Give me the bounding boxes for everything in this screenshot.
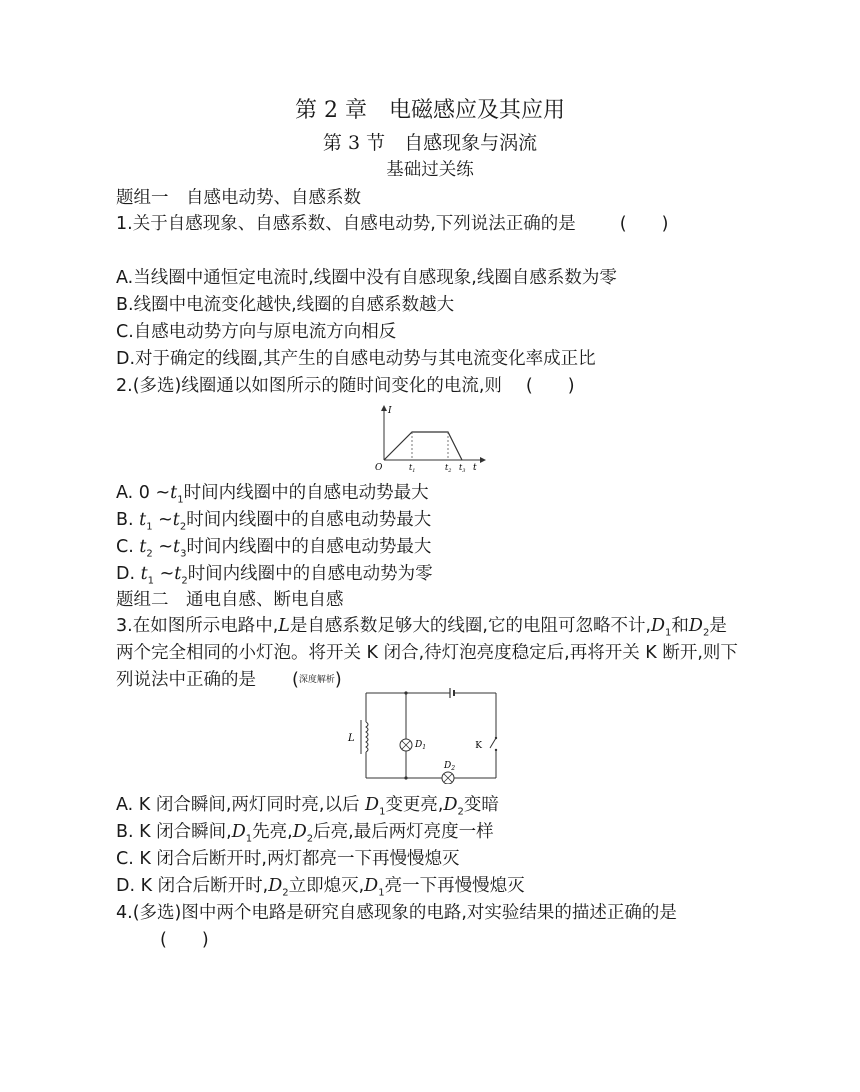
q3-line2: 两个完全相同的小灯泡。将开关 K 闭合,待灯泡亮度稳定后,再将开关 K 断开,则下 [116,643,738,663]
group1-title: 题组一 自感电动势、自感系数 [116,188,361,208]
q2-answer-bracket: ( ) [525,376,575,396]
q1-option-c: C.自感电动势方向与原电流方向相反 [116,322,397,342]
circuit-d2-label: $D_2$ [444,761,456,772]
q4-stem: 4.(多选)图中两个电路是研究自感现象的电路,对实验结果的描述正确的是 [116,903,677,923]
q1-option-a: A.当线圈中通恒定电流时,线圈中没有自感现象,线圈自感系数为零 [116,268,617,288]
q2-option-b: B. $t_1$ $\sim t_2$时间内线圈中的自感电动势最大 [116,510,432,533]
q3-line3: 列说法中正确的是 (深度解析) [116,670,342,690]
q3-line1: 3.在如图所示电路中,L是自感系数足够大的线圈,它的电阻可忽略不计$,D_1$和$D_2$是 [116,616,727,639]
q2-stem-text: 2.(多选)线圈通以如图所示的随时间变化的电流,则 [116,376,502,396]
q1-answer-bracket: ( ) [619,214,669,234]
q1-option-b: B.线圈中电流变化越快,线圈的自感系数越大 [116,295,455,315]
current-time-graph [372,402,490,474]
circuit-k-label: K [475,741,482,751]
circuit-l-label: L [348,733,355,744]
graph-t2-label: $t_2$ [445,463,452,474]
q3-option-d: D. K 闭合后断开时$,D_2$立即熄灭$,D_1$亮一下再慢慢熄灭 [116,876,525,899]
graph-t1-label: $t_1$ [409,463,416,474]
q1-stem [116,212,668,236]
section-title: 第 3 节 自感现象与涡流 [322,132,538,154]
graph-axis-y-label: I [388,406,392,416]
q1-option-d: D.对于确定的线圈,其产生的自感电动势与其电流变化率成正比 [116,349,596,369]
q2-stem [116,374,575,398]
circuit-diagram [344,688,500,784]
graph-t3-label: $t_3$ [459,463,466,474]
graph-origin-label: O [375,463,383,473]
chapter-title: 第 2 章 电磁感应及其应用 [295,98,565,123]
q4-answer-bracket: ( ) [160,930,209,950]
q3-option-a: A. K 闭合瞬间,两灯同时亮,以后 $D_1$变更亮$,D_2$变暗 [116,795,499,818]
group2-title: 题组二 通电自感、断电自感 [116,590,344,610]
q3-option-b: B. K 闭合瞬间$,D_1$先亮$,D_2$后亮,最后两灯亮度一样 [116,822,494,845]
graph-axis-x-label: t [473,463,477,473]
q1-stem-text: 1.关于自感现象、自感系数、自感电动势,下列说法正确的是 [116,214,576,234]
q2-option-d: D. $t_1$ $\sim t_2$时间内线圈中的自感电动势为零 [116,564,433,587]
q3-option-c: C. K 闭合后断开时,两灯都亮一下再慢慢熄灭 [116,849,460,869]
exercise-title: 基础过关练 [386,160,474,180]
circuit-d1-label: $D_1$ [415,740,427,751]
q2-option-a: A. 0 $\sim t_1$时间内线圈中的自感电动势最大 [116,483,429,506]
q2-option-c: C. $t_2$ $\sim t_3$时间内线圈中的自感电动势最大 [116,537,432,560]
deep-analysis-label: 深度解析 [298,675,335,685]
